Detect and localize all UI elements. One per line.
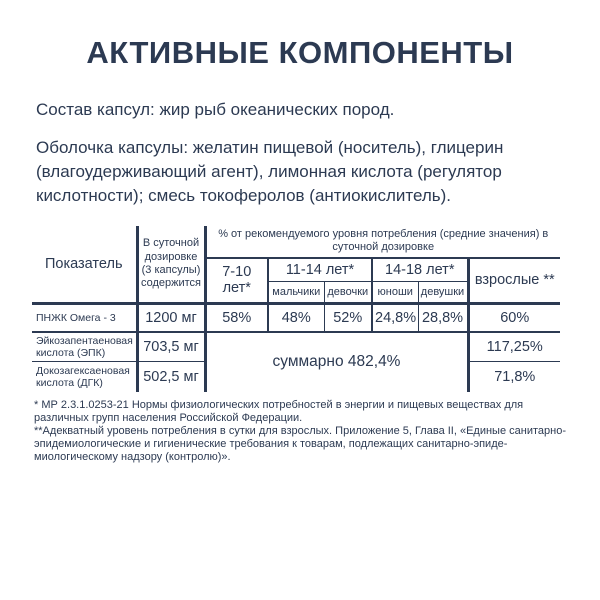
table-header-row-top (32, 226, 560, 258)
composition-text: Состав капсул: жир рыб океанических пород. (36, 100, 395, 120)
omega3-pct-adults: 60% (468, 304, 560, 332)
active-components-table (32, 226, 560, 392)
dha-daily-dose: 502,5 мг (137, 362, 205, 392)
column-header-girls: девочки (324, 282, 372, 304)
footnote-norms: * МР 2.3.1.0253-21 Нормы физиологических потребностей в энергии и пищевых веществах для различных групп населения Российской Федерации. (34, 398, 524, 424)
row-label-dha: Докозагексаеновая кислота (ДГК) (32, 362, 137, 392)
dha-pct-adults: 71,8% (494, 368, 536, 385)
column-header-percent-group: % от рекомендуемого уровня потребления (средние значения) в суточной дозировке (205, 226, 560, 258)
merged-total-cell: суммарно 482,4% (205, 332, 468, 392)
column-header-boys: мальчики (268, 282, 324, 304)
column-header-adults: взрослые ** (474, 272, 555, 289)
capsule-shell-text: Оболочка капсулы: желатин пищевой (носитель), глицерин (влагоудерживающий агент), лимонная кислота (регулятор кислотности); смесь токоферолов (антиокислитель). (36, 138, 504, 206)
column-header-daily-dose: В суточной дозировке (3 капсулы) содержится (137, 226, 205, 304)
omega3-daily-dose: 1200 мг (137, 304, 205, 332)
column-header-age-11-14: 11-14 лет* (268, 258, 372, 282)
column-header-indicator: Показатель (32, 226, 137, 304)
footnotes (32, 399, 572, 465)
omega3-pct-young-men: 24,8% (372, 304, 418, 332)
column-header-young-men: юноши (372, 282, 418, 304)
row-label-omega3: ПНЖК Омега - 3 (32, 304, 137, 332)
omega3-pct-young-women: 28,8% (418, 304, 468, 332)
omega3-pct-girls: 52% (324, 304, 372, 332)
row-label-epa: Эйкозапентаеновая кислота (ЭПК) (32, 332, 137, 362)
table-row-omega3 (32, 304, 560, 332)
epa-daily-dose: 703,5 мг (137, 332, 205, 362)
footnote-adequate-level: **Адекватный уровень потребления в сутки для взрослых. Приложение 5, Глава II, «Единые санитарно-эпидемиологические и гигиенические требования к товарам, подлежащих санитарно-эпидемиологическому надзору (контролю)». (34, 424, 566, 464)
column-header-young-women: девушки (418, 282, 468, 304)
page-title: АКТИВНЫЕ КОМПОНЕНТЫ (86, 35, 514, 70)
epa-pct-adults: 117,25% (468, 332, 560, 362)
table-row-epa (32, 332, 560, 362)
omega3-pct-boys: 48% (268, 304, 324, 332)
omega3-pct-7-10: 58% (205, 304, 268, 332)
column-header-age-14-18: 14-18 лет* (372, 258, 468, 282)
column-header-age-7-10: 7-10 лет* (205, 258, 268, 304)
